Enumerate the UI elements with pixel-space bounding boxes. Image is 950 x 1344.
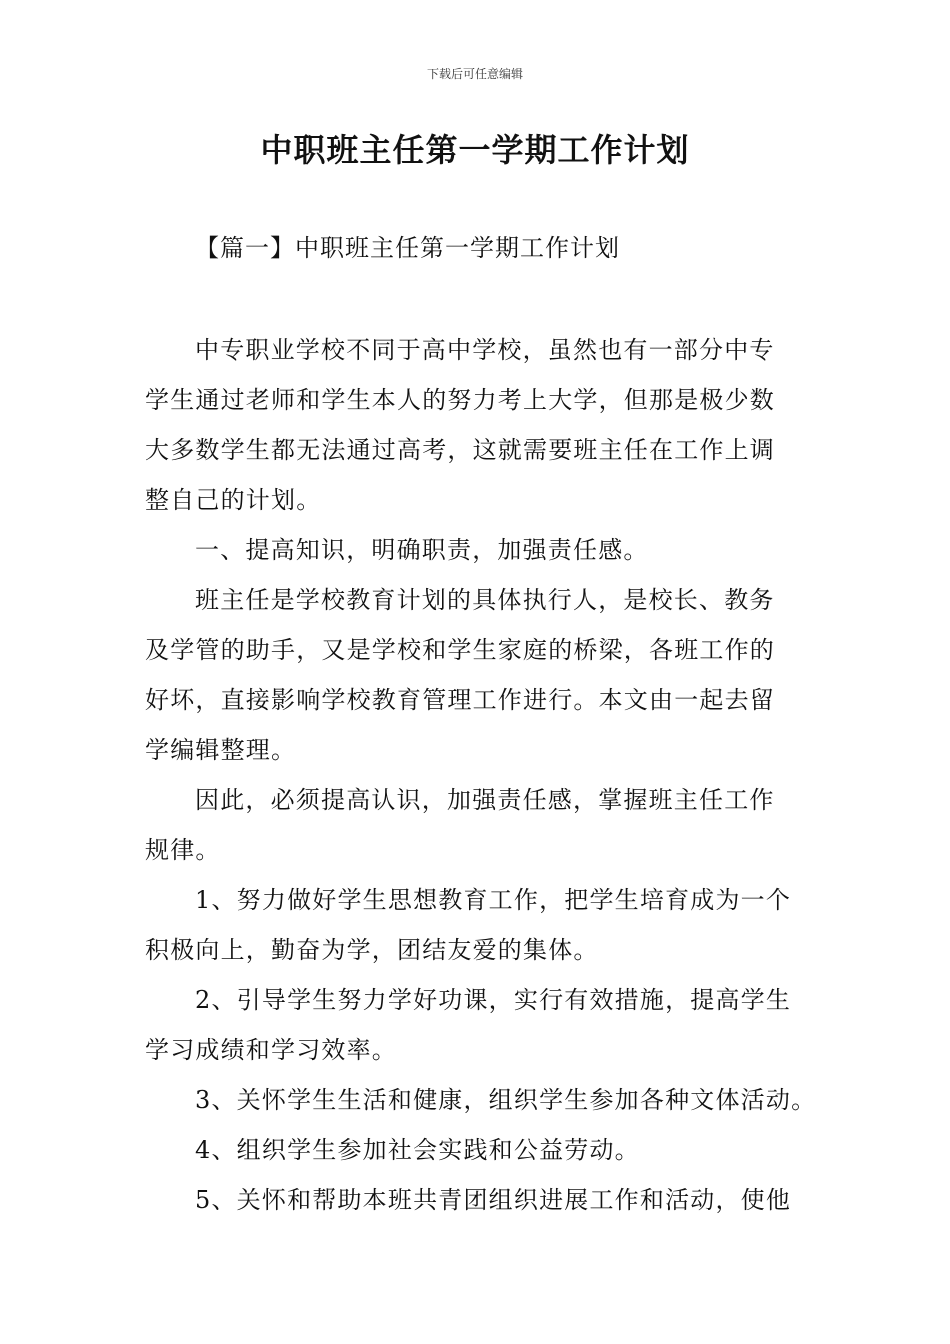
paragraph: [145, 1175, 807, 1225]
text-line: 好坏，直接影响学校教育管理工作进行。本文由一起去留: [145, 686, 775, 714]
text-line: 学编辑整理。: [145, 736, 297, 764]
text-line: 积极向上，勤奋为学，团结友爱的集体。: [145, 936, 599, 964]
text-line: 班主任是学校教育计划的具体执行人，是校长、教务: [195, 586, 775, 614]
header-note: 下载后可任意编辑: [426, 67, 523, 81]
text-line: 规律。: [145, 836, 221, 864]
paragraph: [145, 1125, 807, 1175]
paragraph: [145, 775, 807, 875]
section-heading: 【篇一】中职班主任第一学期工作计划: [195, 234, 620, 262]
text-line: 整自己的计划。: [145, 486, 322, 514]
text-line: 2、引导学生努力学好功课，实行有效措施，提高学生: [195, 986, 792, 1014]
text-line: 学习成绩和学习效率。: [145, 1036, 397, 1064]
text-line: 大多数学生都无法通过高考，这就需要班主任在工作上调: [145, 436, 775, 464]
text-line: 学生通过老师和学生本人的努力考上大学，但那是极少数: [145, 386, 775, 414]
text-line: 一、提高知识，明确职责，加强责任感。: [195, 536, 649, 564]
text-line: 因此，必须提高认识，加强责任感，掌握班主任工作: [195, 786, 775, 814]
body-text: [145, 325, 817, 1225]
text-line: 3、关怀学生生活和健康，组织学生参加各种文体活动。: [195, 1086, 817, 1114]
text-line: 中专职业学校不同于高中学校，虽然也有一部分中专: [195, 336, 775, 364]
text-line: 1、努力做好学生思想教育工作，把学生培育成为一个: [195, 886, 792, 914]
paragraph: [145, 325, 807, 525]
paragraph: [145, 975, 807, 1075]
text-line: 4、组织学生参加社会实践和公益劳动。: [195, 1136, 640, 1164]
document-title: 中职班主任第一学期工作计划: [260, 131, 690, 169]
paragraph: [145, 875, 807, 975]
paragraph: [145, 525, 807, 575]
text-line: 及学管的助手，又是学校和学生家庭的桥梁，各班工作的: [145, 636, 775, 664]
paragraph: [145, 1075, 817, 1125]
text-line: 5、关怀和帮助本班共青团组织进展工作和活动，使他: [195, 1186, 792, 1214]
paragraph: [145, 575, 807, 775]
